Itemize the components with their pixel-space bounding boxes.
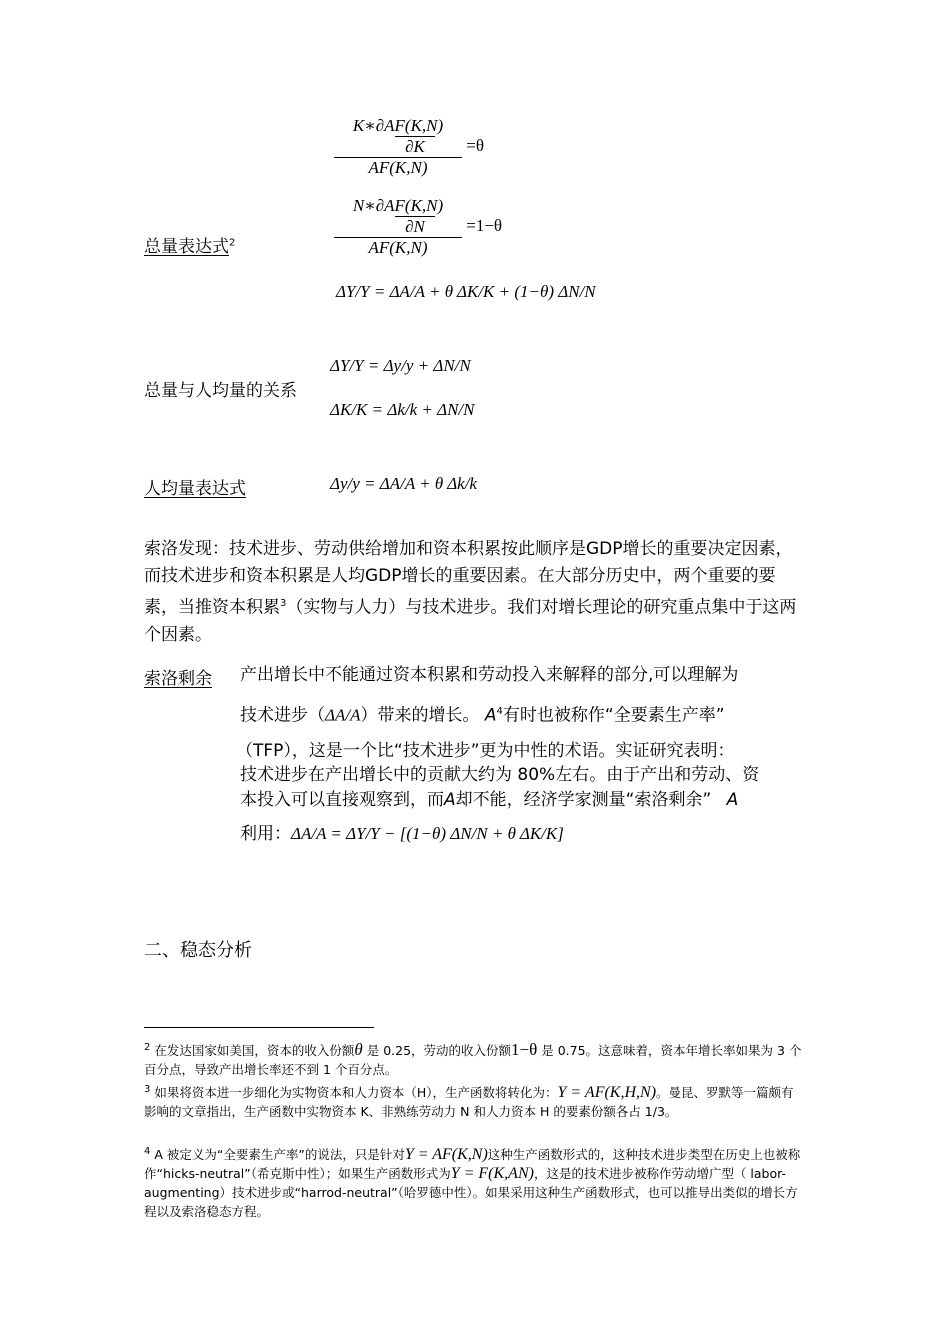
eq1-numerator xyxy=(334,116,462,157)
fn-ref-3: 3 xyxy=(280,598,287,609)
residual-l5a: 本投入可以直接观察到，而 xyxy=(240,790,444,810)
residual-A: A xyxy=(484,705,497,726)
residual-line-6 xyxy=(240,820,564,848)
residual-line-5 xyxy=(240,787,738,814)
fn3-a: 如果将资本进一步细化为实物资本和人力资本（H），生产函数将转化为： xyxy=(154,1085,558,1101)
equation-growth-accounting: ΔY/Y = ΔA/A + θ ΔK/K + (1−θ) ΔN/N xyxy=(336,282,596,301)
section-heading-steady-state: 二、稳态分析 xyxy=(144,940,252,961)
fn4-eq2: Y = F(K,AN) xyxy=(450,1165,534,1183)
residual-line-4: 技术进步在产出增长中的贡献大约为 80%左右。由于产出和劳动、资 xyxy=(240,765,760,785)
fn4-c: ，这是的技术进步被称作劳动增广型（ labor-augmenting）技术进步或“harrod-neutral”（哈罗德中性）。如果采用这种生产函数形式，也可以推导出类似的增长方程以及索洛稳态方程。 xyxy=(144,1166,798,1220)
eq1-rhs: =θ xyxy=(466,135,484,155)
eq2-rhs: =1−θ xyxy=(466,215,503,235)
label-aggregate xyxy=(144,232,235,257)
fn3-b: 。曼昆、罗默等一篇颇有影响的文章指出，生产函数中实物资本 K、非熟练劳动力 N 和人力资本 H 的要素份额各占 1/3。 xyxy=(144,1085,794,1120)
fn4-b: 这种生产函数形式的，这种技术进步类型在历史上也被称作“hicks-neutral”（希克斯中性）；如果生产函数形式为 xyxy=(144,1147,801,1182)
equation-per-capita: Δy/y = ΔA/A + θ Δk/k xyxy=(330,474,477,493)
fn2-one-theta: 1−θ xyxy=(511,1040,538,1060)
fn2-theta: θ xyxy=(354,1040,363,1060)
residual-line-1: 产出增长中不能通过资本积累和劳动投入来解释的部分,可以理解为 xyxy=(240,665,739,685)
fn2-b: 是 0.25，劳动的收入份额 xyxy=(366,1043,512,1059)
fn3-number: 3 xyxy=(144,1084,151,1095)
footnote-divider xyxy=(144,1027,374,1028)
eq2-top: N∗∂AF(K,N) xyxy=(352,196,444,215)
label-solow-residual: 索洛剩余 xyxy=(144,669,212,689)
residual-line-2 xyxy=(240,698,725,730)
residual-l2b: ）带来的增长。 xyxy=(360,705,480,726)
residual-l2a: 技术进步（ xyxy=(240,705,325,726)
equation-labor-share xyxy=(334,196,502,258)
eq2-den: AF(K,N) xyxy=(334,237,462,258)
fn4-eq1: Y = AF(K,N) xyxy=(404,1146,488,1164)
fn-ref-4: 4 xyxy=(496,706,503,717)
residual-l5-A: A xyxy=(444,790,456,810)
eq2-mid: ∂N xyxy=(395,216,435,237)
equation-relation-output: ΔY/Y = Δy/y + ΔN/N xyxy=(330,356,471,375)
paragraph-solow-finding xyxy=(144,536,808,649)
label-per-capita: 人均量表达式 xyxy=(144,479,246,499)
eq2-numerator xyxy=(334,196,462,237)
solow-finding-tail: （实物与人力）与技术进步。我们对增长理论的研究重点集中于这两个因素。 xyxy=(144,597,797,645)
solow-finding-text: 索洛发现：技术进步、劳动供给增加和资本积累按此顺序是GDP增长的重要决定因素，而技术进步和资本积累是人均GDP增长的重要因素。在大部分历史中，两个重要的要素，当推资本积累 xyxy=(144,539,793,618)
residual-line-3: （TFP），这是一个比“技术进步”更为中性的术语。实证研究表明： xyxy=(236,741,735,761)
label-relation: 总量与人均量的关系 xyxy=(144,381,297,401)
equation-capital-share xyxy=(334,116,484,178)
label-aggregate-text: 总量表达式 xyxy=(144,237,229,257)
footnote-3 xyxy=(144,1080,804,1121)
eq1-top: K∗∂AF(K,N) xyxy=(352,116,444,135)
residual-l5-A2: A xyxy=(726,790,739,810)
residual-l2c: 有时也被称作“全要素生产率” xyxy=(502,705,725,726)
residual-l6: 利用： xyxy=(240,824,291,844)
footnote-4 xyxy=(144,1142,804,1221)
footnote-2 xyxy=(144,1038,804,1079)
fn2-number: 2 xyxy=(144,1042,151,1053)
residual-l5b: 却不能，经济学家测量“索洛剩余” xyxy=(455,790,712,810)
residual-frac: ΔA/A xyxy=(325,705,361,725)
equation-solow-residual: ΔA/A = ΔY/Y − [(1−θ) ΔN/N + θ ΔK/K] xyxy=(291,824,564,843)
equation-relation-capital: ΔK/K = Δk/k + ΔN/N xyxy=(330,400,475,419)
eq1-den: AF(K,N) xyxy=(334,157,462,178)
fn-ref-2: 2 xyxy=(229,237,236,249)
fn4-a: A 被定义为“全要素生产率”的说法，只是针对 xyxy=(154,1147,405,1163)
eq1-mid: ∂K xyxy=(395,136,435,157)
fn3-eq: Y = AF(K,H,N) xyxy=(557,1084,657,1102)
fn2-a: 在发达国家如美国，资本的收入份额 xyxy=(154,1043,355,1059)
fn4-number: 4 xyxy=(144,1146,151,1157)
fn2-c: 是 0.75。这意味着，资本年增长率如果为 3 个百分点，导致产出增长率还不到 1 个百分点。 xyxy=(144,1043,802,1078)
